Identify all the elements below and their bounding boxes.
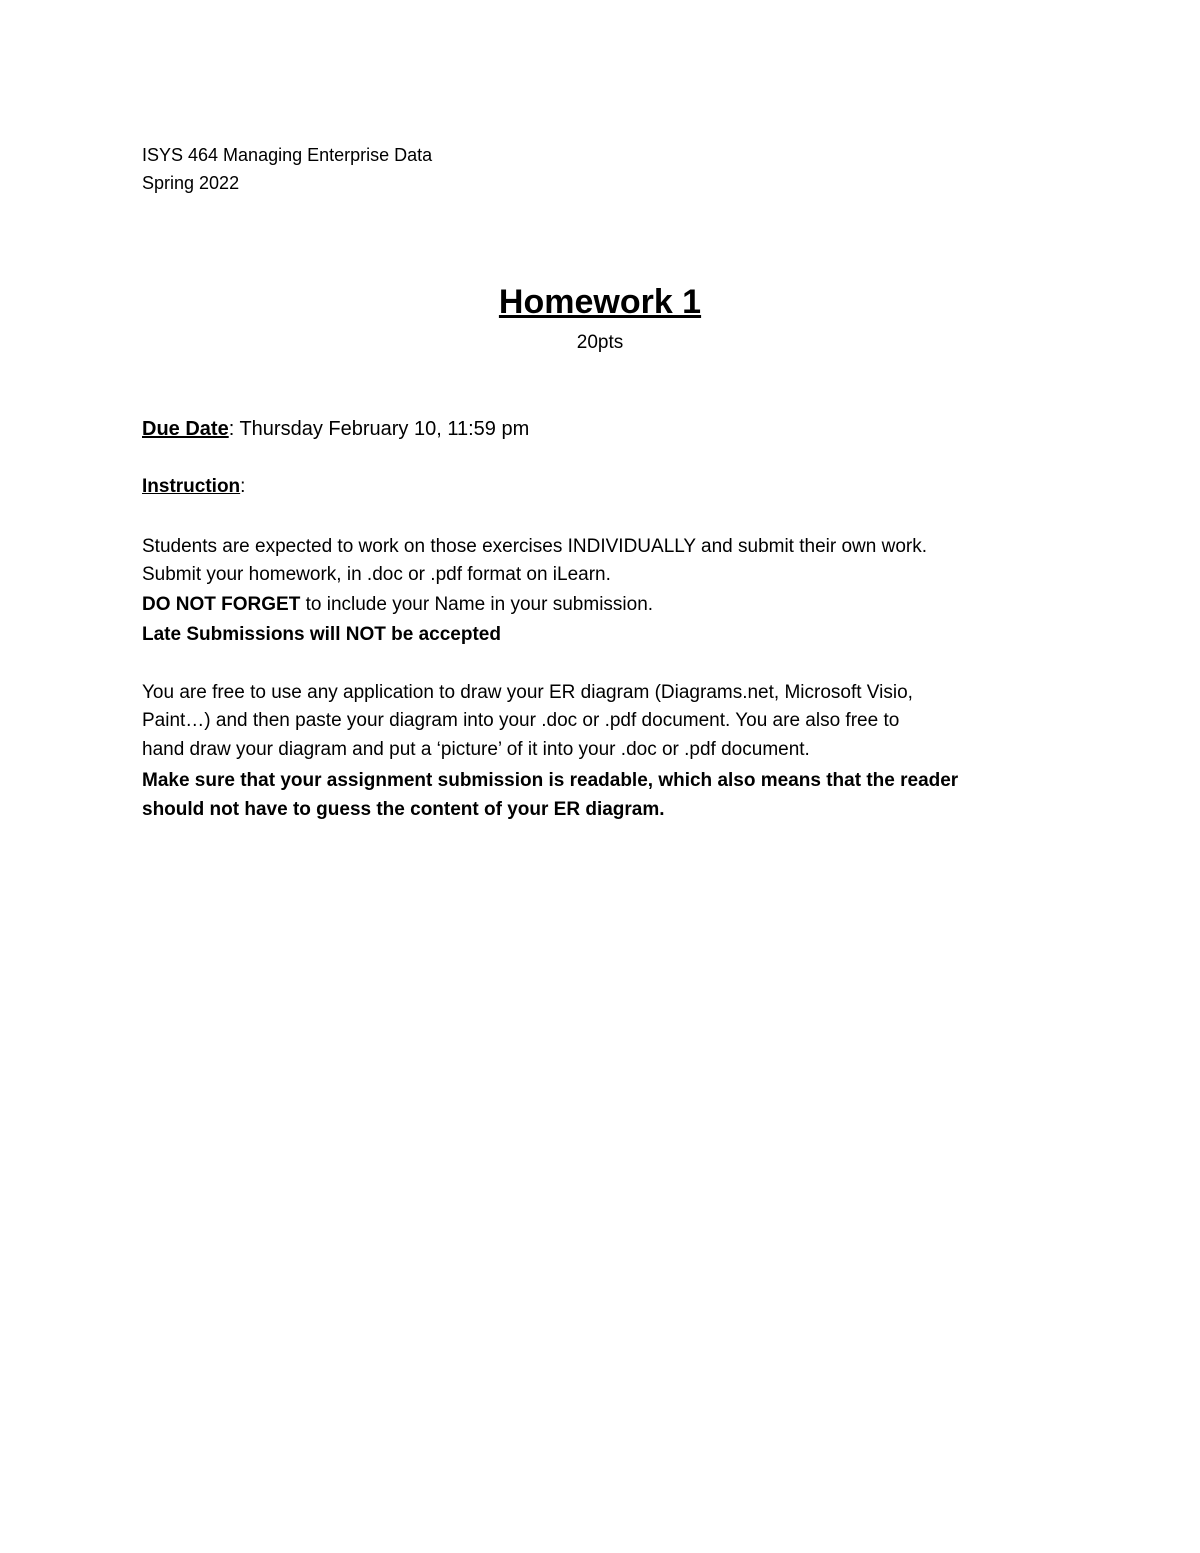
due-date-colon: : [228, 418, 235, 440]
rule-include-name-text: to include your Name in your submission. [300, 594, 654, 615]
rule-include-name [142, 593, 653, 617]
note-line-3: hand draw your diagram and put a ‘picture’ of it into your .doc or .pdf document. [142, 739, 810, 760]
note-readable-line-1: Make sure that your assignment submission is readable, which also means that the reader [142, 770, 959, 791]
instruction-heading [142, 475, 245, 499]
rule-include-name-emphasis: DO NOT FORGET [142, 594, 301, 615]
points-value: 20pts [576, 332, 624, 353]
instruction-label: Instruction [142, 476, 241, 497]
term: Spring 2022 [142, 173, 240, 193]
instruction-colon: : [240, 476, 246, 497]
due-date-value: Thursday February 10, 11:59 pm [234, 418, 530, 440]
page-title: Homework 1 [498, 283, 702, 321]
due-date-label: Due Date [142, 418, 229, 440]
rule-submission-format: Submit your homework, in .doc or .pdf format on iLearn. [142, 564, 611, 585]
note-readable-line-2: should not have to guess the content of your ER diagram. [142, 799, 665, 820]
note-line-1: You are free to use any application to draw your ER diagram (Diagrams.net, Microsoft Visio, [142, 682, 913, 703]
due-date-line [142, 417, 529, 441]
note-line-2: Paint…) and then paste your diagram into your .doc or .pdf document. You are also free to [142, 710, 900, 731]
rule-late-submissions: Late Submissions will NOT be accepted [142, 624, 501, 645]
rule-individual-work: Students are expected to work on those exercises INDIVIDUALLY and submit their own work. [142, 536, 928, 557]
course-name: ISYS 464 Managing Enterprise Data [142, 145, 433, 165]
